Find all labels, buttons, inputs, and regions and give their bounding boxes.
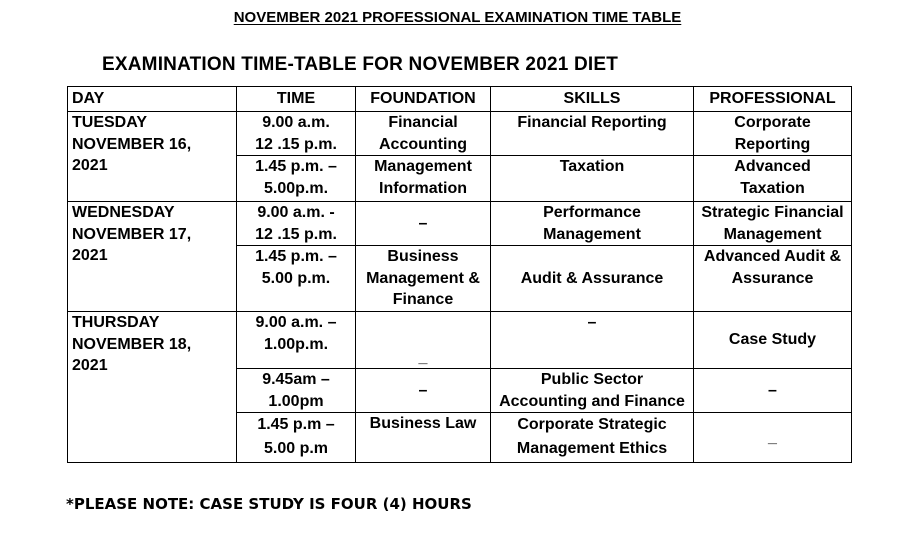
professional-cell: _ [694, 413, 852, 463]
table-header-row [68, 87, 852, 112]
skills-cell: Taxation [491, 156, 694, 202]
foundation-cell: – [356, 202, 491, 246]
professional-cell: Case Study [694, 312, 852, 369]
professional-cell: – [694, 369, 852, 413]
skills-cell: Corporate Strategic Management Ethics [491, 413, 694, 463]
foundation-cell: Business Management & Finance [356, 246, 491, 312]
foundation-cell: Financial Accounting [356, 112, 491, 156]
exam-timetable [67, 86, 852, 463]
day-cell-tuesday: TUESDAY NOVEMBER 16, 2021 [68, 112, 237, 202]
time-cell: 9.00 a.m. – 1.00p.m. [237, 312, 356, 369]
timetable-subheading: EXAMINATION TIME-TABLE FOR NOVEMBER 2021 DIET [102, 54, 619, 75]
column-header-foundation: FOUNDATION [356, 87, 491, 112]
skills-cell: – [491, 312, 694, 369]
table-row [68, 202, 852, 246]
skills-cell: Performance Management [491, 202, 694, 246]
column-header-time: TIME [237, 87, 356, 112]
foundation-cell: _ [356, 312, 491, 369]
skills-cell: Public Sector Accounting and Finance [491, 369, 694, 413]
professional-cell: Corporate Reporting [694, 112, 852, 156]
time-cell: 1.45 p.m. – 5.00 p.m. [237, 246, 356, 312]
professional-cell: Strategic Financial Management [694, 202, 852, 246]
foundation-cell: Business Law [356, 413, 491, 463]
time-cell: 9.00 a.m. 12 .15 p.m. [237, 112, 356, 156]
day-cell-wednesday: WEDNESDAY NOVEMBER 17, 2021 [68, 202, 237, 312]
foundation-cell: – [356, 369, 491, 413]
column-header-professional: PROFESSIONAL [694, 87, 852, 112]
column-header-day: DAY [68, 87, 237, 112]
time-cell: 9.45am – 1.00pm [237, 369, 356, 413]
case-study-note: *PLEASE NOTE: CASE STUDY IS FOUR (4) HOURS [66, 495, 472, 513]
table-row [68, 112, 852, 156]
foundation-cell: Management Information [356, 156, 491, 202]
time-cell: 9.00 a.m. - 12 .15 p.m. [237, 202, 356, 246]
column-header-skills: SKILLS [491, 87, 694, 112]
time-cell: 1.45 p.m. – 5.00p.m. [237, 156, 356, 202]
document-heading: NOVEMBER 2021 PROFESSIONAL EXAMINATION TIME TABLE [233, 9, 682, 26]
day-cell-thursday: THURSDAY NOVEMBER 18, 2021 [68, 312, 237, 463]
skills-cell: Financial Reporting [491, 112, 694, 156]
professional-cell: Advanced Audit & Assurance [694, 246, 852, 312]
time-cell: 1.45 p.m – 5.00 p.m [237, 413, 356, 463]
professional-cell: Advanced Taxation [694, 156, 852, 202]
table-row [68, 312, 852, 369]
skills-cell: Audit & Assurance [491, 246, 694, 312]
